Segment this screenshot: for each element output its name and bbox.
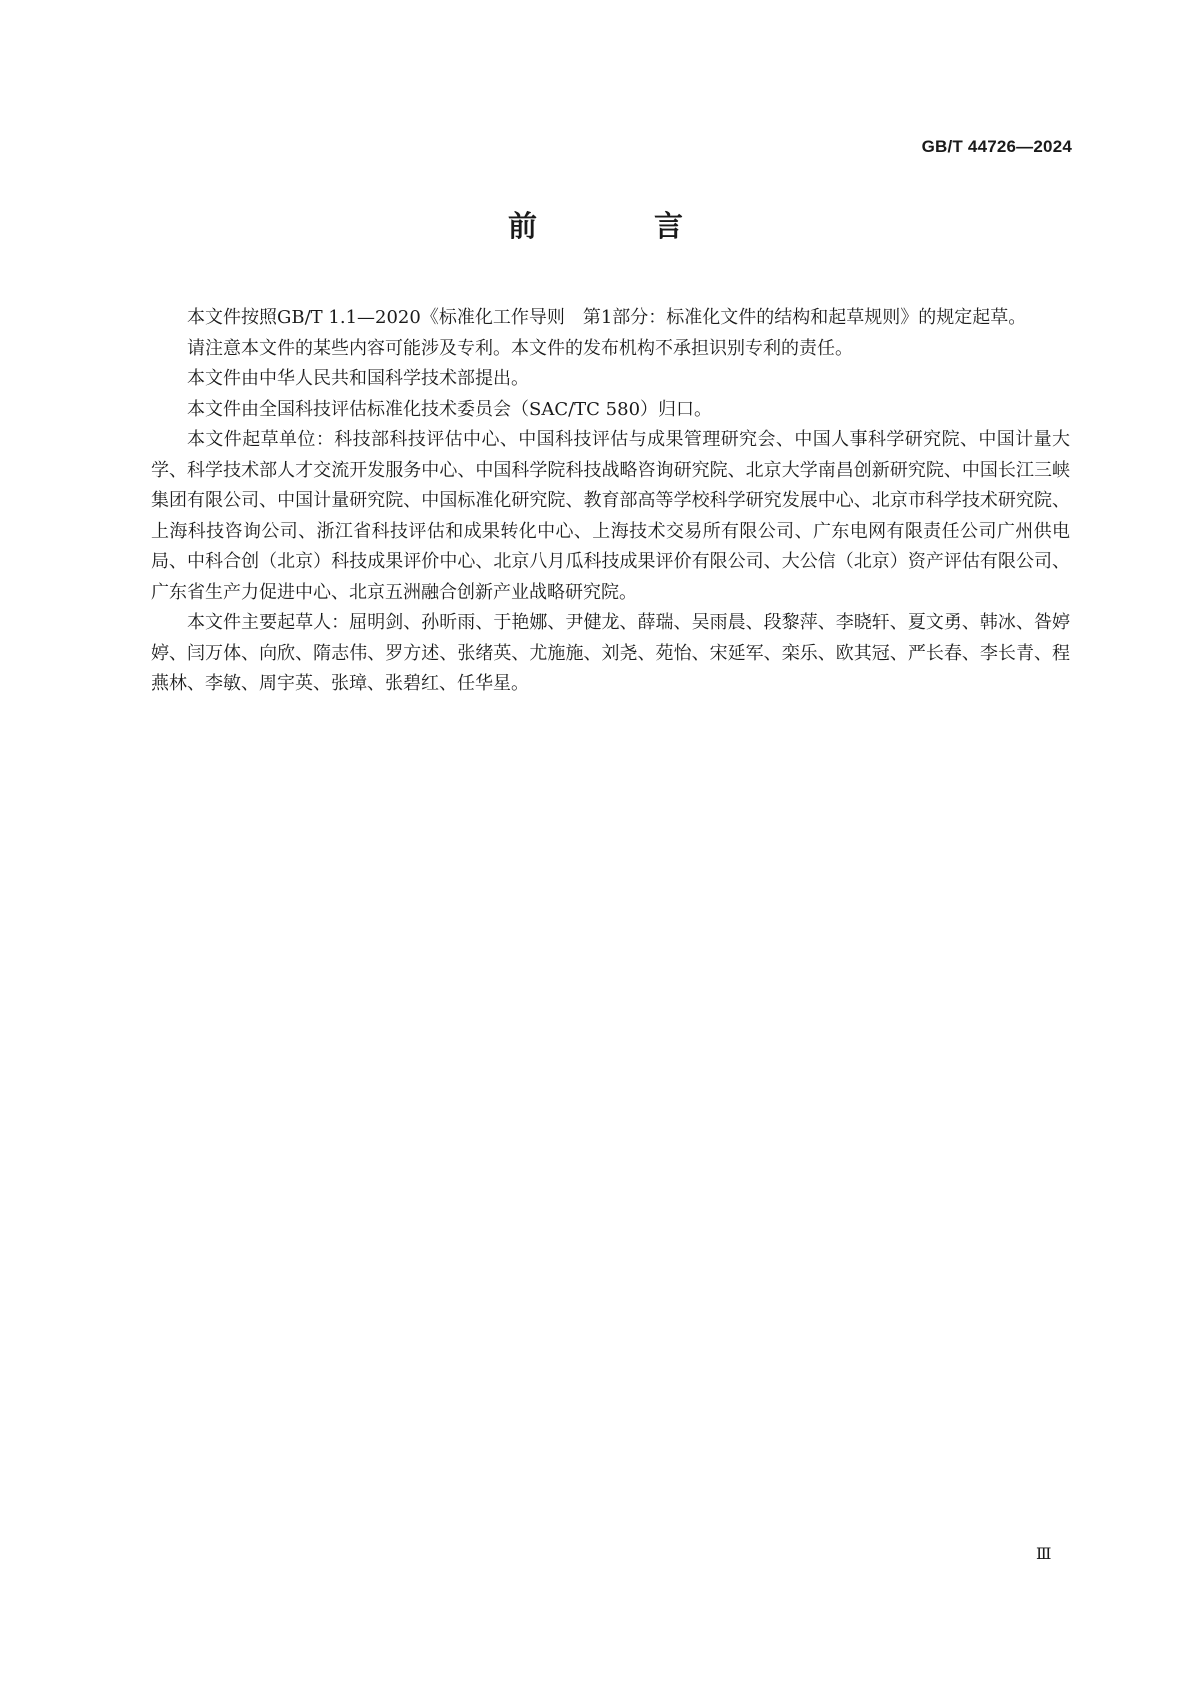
paragraph-drafting-basis: 本文件按照GB/T 1.1—2020《标准化工作导则 第1部分：标准化文件的结构和起草规则》的规定起草。 [187,307,1027,328]
paragraph-administrator: 本文件由全国科技评估标准化技术委员会（SAC/TC 580）归口。 [187,398,713,420]
paragraph-patent-notice: 请注意本文件的某些内容可能涉及专利。本文件的发布机构不承担识别专利的责任。 [187,337,853,359]
paragraph-drafting-organizations: 本文件起草单位：科技部科技评估中心、中国科技评估与成果管理研究会、中国人事科学研究院、中国计量大学、科学技术部人才交流开发服务中心、中国科学院科技战略咨询研究院、北京大学南昌创新研究院、中国长江三峡集团有限公司、中国计量研究院、中国标准化研究院、教育部高等学校科学研究发展中心、北京市科学技术研究院、上海科技咨询公司、浙江省科技评估和成果转化中心、上海技术交易所有限公司、广东电网有限责任公司广州供电局、中科合创（北京）科技成果评价中心、北京八月瓜科技成果评价有限公司、大公信（北京）资产评估有限公司、广东省生产力促进中心、北京五洲融合创新产业战略研究院。 [151,429,1070,603]
standard-code: GB/T 44726—2024 [921,137,1072,156]
page-number: Ⅲ [1036,1544,1052,1563]
paragraph-proposer: 本文件由中华人民共和国科学技术部提出。 [187,368,529,389]
page-title: 前 言 [507,209,727,243]
paragraph-drafters: 本文件主要起草人：屈明剑、孙昕雨、于艳娜、尹健龙、薛瑞、吴雨晨、段黎萍、李晓轩、夏文勇、韩冰、昝婷婷、闫万体、向欣、隋志伟、罗方述、张绪英、尤施施、刘尧、苑怡、宋延军、栾乐、欧其冠、严长春、李长青、程燕林、李敏、周宇英、张璋、张碧红、任华星。 [151,612,1070,694]
foreword-content [151,303,1070,700]
